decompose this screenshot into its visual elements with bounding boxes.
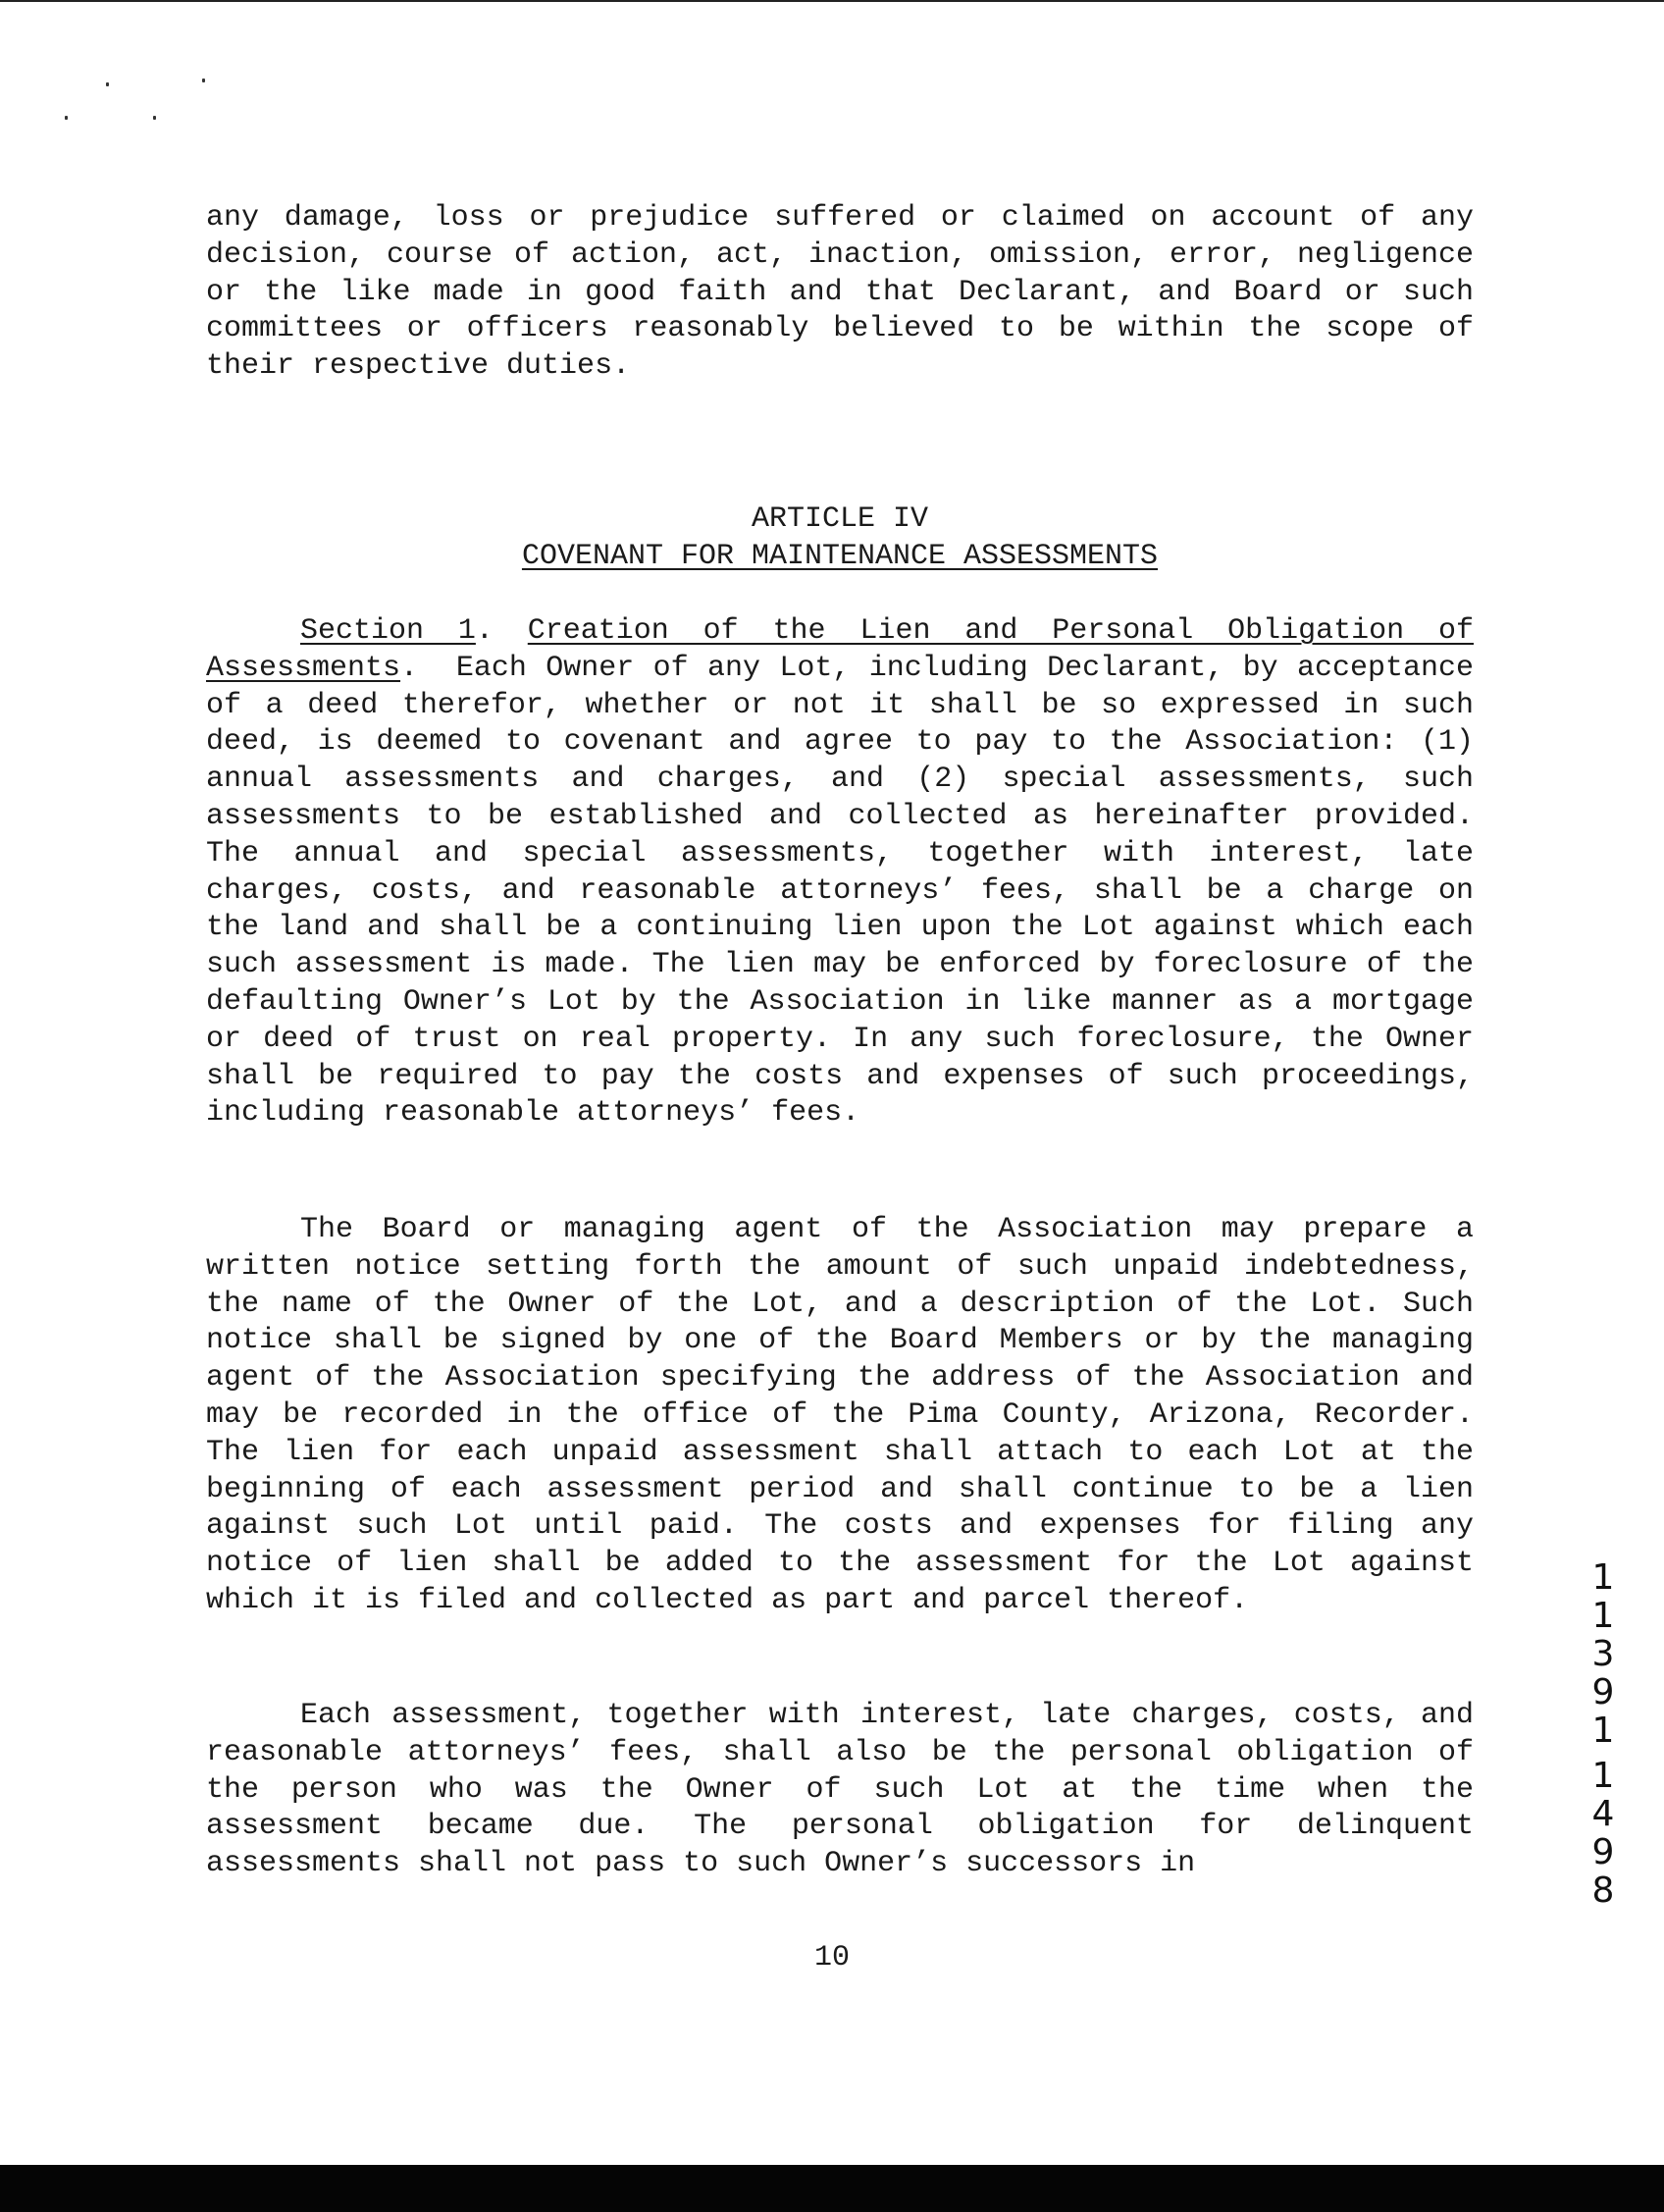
- section-1-heading-suffix: .: [400, 651, 419, 685]
- section-1-block: [206, 613, 1474, 1132]
- recording-digit: 4: [1591, 1794, 1615, 1834]
- recording-digit: 9: [1591, 1672, 1615, 1712]
- section-1-heading-part1: Creation of the Lien and Personal Obligation of: [527, 614, 1474, 648]
- recording-digit: 1: [1591, 1711, 1615, 1751]
- scan-speck: [202, 79, 205, 82]
- article-title: COVENANT FOR MAINTENANCE ASSESSMENTS: [521, 540, 1159, 573]
- recording-digit: 1: [1591, 1596, 1615, 1636]
- scan-speck: [153, 116, 156, 120]
- recording-digit: 8: [1591, 1870, 1615, 1911]
- page-number: 10: [813, 1941, 850, 1975]
- recording-digit: 1: [1591, 1557, 1615, 1598]
- section-1-heading-part2: Assessments: [206, 651, 401, 685]
- article-title-wrap: [206, 538, 1474, 575]
- section-1-paragraph: [206, 613, 1474, 1132]
- scan-bottom-edge: [0, 2165, 1664, 2212]
- paragraph-3-block: [206, 1698, 1474, 1883]
- carryover-paragraph-block: [206, 200, 1474, 386]
- carryover-paragraph: any damage, loss or prejudice suffered or claimed on account of any decision, course of action, act, inaction, omission, error, negligence or the like made in good faith and that Declarant, and Board or such committees or officers reasonably believed to be within the scope of their respective duties.: [206, 201, 1474, 384]
- section-1-body: Each Owner of any Lot, including Declarant, by acceptance of a deed therefor, whether or not it shall be so expressed in such deed, is deemed to covenant and agree to pay to the Association: (1) annual assessments and charges, and (2) special assessments, such assessments to be established and collected as hereinafter provided. The annual and special assessments, together with interest, late charges, costs, and reasonable attorneys’ fees, shall be a charge on the land and shall be a continuing lien upon the Lot against which each such assessment is made. The lien may be enforced by foreclosure of the defaulting Owner’s Lot by the Association in like manner as a mortgage or deed of trust on real property. In any such foreclosure, the Owner shall be required to pay the costs and expenses of such proceedings, including reasonable attorneys’ fees.: [206, 651, 1474, 1131]
- article-number: ARTICLE IV: [751, 502, 929, 536]
- scan-speck: [106, 82, 109, 86]
- recording-digit: 3: [1591, 1634, 1615, 1674]
- recording-docket-number: [1584, 1558, 1623, 1750]
- paragraph-3: Each assessment, together with interest, late charges, costs, and reasonable attorneys’ fees, shall also be the personal obligation of the person who was the Owner of such Lot at the time when the assessment became due. The personal obligation for delinquent assessments shall not pass to such Owner’s successors in: [206, 1699, 1474, 1881]
- recording-digit: 9: [1591, 1832, 1615, 1872]
- recording-page-number: [1584, 1757, 1623, 1910]
- paragraph-2: The Board or managing agent of the Association may prepare a written notice setting forth the amount of such unpaid indebtedness, the name of the Owner of the Lot, and a description of the Lot. Such notice shall be signed by one of the Board Members or by the managing agent of the Association specifying the address of the Association and may be recorded in the office of the Pima County, Arizona, Recorder. The lien for each unpaid assessment shall attach to each Lot at the beginning of each assessment period and shall continue to be a lien against such Lot until paid. The costs and expenses for filing any notice of lien shall be added to the assessment for the Lot against which it is filed and collected as part and parcel thereof.: [206, 1213, 1474, 1617]
- section-1-label-suffix: .: [475, 614, 528, 648]
- scan-top-edge: [0, 0, 1664, 2]
- scan-speck: [65, 116, 68, 120]
- paragraph-2-block: [206, 1212, 1474, 1620]
- section-1-label: Section 1: [300, 614, 476, 648]
- recording-digit: 1: [1591, 1756, 1615, 1796]
